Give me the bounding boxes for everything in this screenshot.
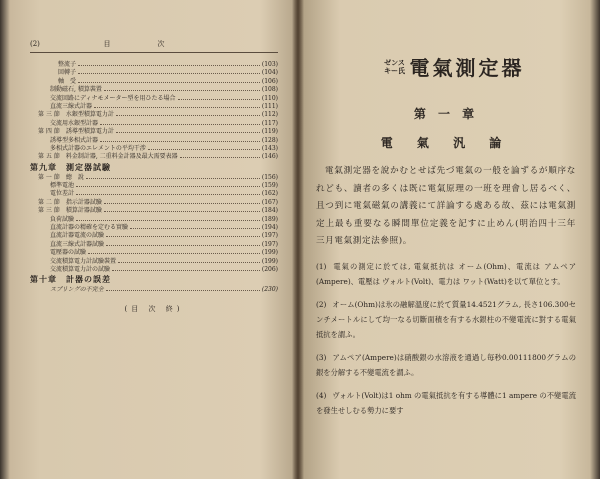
toc-chapter-heading xyxy=(30,275,278,286)
chapter-heading: 第 一 章 xyxy=(413,107,479,121)
toc-entry-title: 第 二 節 指示計器試驗 xyxy=(38,198,102,206)
toc-entry-title: 交流用水銀型計器 xyxy=(50,119,99,127)
toc-entry-title: 第九章 測定器試驗 xyxy=(30,161,111,172)
section-heading: 電 氣 汎 論 xyxy=(380,136,512,150)
definition-paragraph xyxy=(316,259,576,289)
toc-entry xyxy=(30,207,278,215)
toc-leader-dots xyxy=(78,82,260,83)
toc-entry-page: (119) xyxy=(261,128,278,136)
toc-entry-page: (159) xyxy=(261,182,278,190)
toc-entry xyxy=(30,120,278,128)
toc-entry-title: 負荷試驗 xyxy=(50,215,75,223)
toc-entry-page: (197) xyxy=(261,240,278,248)
right-page xyxy=(316,52,576,452)
book-title: 電氣測定器 xyxy=(409,56,525,80)
toc-entry xyxy=(30,86,278,94)
toc-entry-title: 第 三 節 積算計器試驗 xyxy=(38,207,102,215)
toc-entry-title: 第 三 節 水銀型積算電力計 xyxy=(38,111,114,119)
toc-list xyxy=(30,61,278,295)
book-title-block xyxy=(332,52,576,81)
toc-leader-dots xyxy=(104,211,260,212)
toc-entry xyxy=(30,137,278,145)
left-page-header xyxy=(30,40,278,53)
paragraph-number: (2) xyxy=(316,299,327,309)
toc-entry-page: (197) xyxy=(261,232,278,240)
toc-end-mark: (目 次 終) xyxy=(124,304,184,313)
toc-entry-title: 第 五 節 料金制計器, 二重料金計器及最大需要表器 xyxy=(38,153,178,161)
paragraph-text: オーム(Ohm)は氷の融解溫度に於て質量14.4521グラム, 長さ106.300センチメートルにして均一なる切斷面積を有する水銀柱の不變電流に對する電氣抵抗を謂ふ。 xyxy=(316,299,576,339)
toc-leader-dots xyxy=(178,99,260,100)
toc-leader-dots xyxy=(76,194,260,195)
toc-entry-title: 直流計器の精確を定むる實驗 xyxy=(50,224,129,232)
left-page-toc xyxy=(30,40,278,440)
toc-entry-title: 誘導型多相式計器 xyxy=(50,136,99,144)
toc-leader-dots xyxy=(76,186,260,187)
toc-entry-title: 第 一 節 總 說 xyxy=(38,173,84,181)
toc-entry-page: (184) xyxy=(261,207,278,215)
paragraph-text: アムペア(Ampere)は硝酸銀の水溶液を通過し毎秒0.00111800グラムの銀を分解する不變電流を謂ふ。 xyxy=(316,352,576,377)
toc-entry xyxy=(30,190,278,198)
toc-entry-page: (206) xyxy=(261,265,278,273)
toc-entry-page: (106) xyxy=(261,77,278,85)
toc-leader-dots xyxy=(86,178,260,179)
toc-entry-title: 交流回路にディナモメーター型を用ひたる場合 xyxy=(50,94,176,102)
toc-title: 目 次 xyxy=(103,40,185,48)
toc-entry-page: (128) xyxy=(261,136,278,144)
toc-leader-dots xyxy=(130,228,260,229)
toc-entry xyxy=(30,232,278,240)
toc-entry xyxy=(30,111,278,119)
toc-leader-dots xyxy=(104,203,260,204)
toc-leader-dots xyxy=(78,73,260,74)
paragraph-text: 電氣の測定に於ては, 電氣抵抗は オーム(Ohm)、電流は アムペア(Ampere)、電壓は ヴォルト(Volt)、電力は ワット(Watt)を以て單位とす。 xyxy=(316,261,576,286)
toc-entry-title: 交流積算電力計の試驗 xyxy=(50,265,111,273)
toc-entry xyxy=(30,69,278,77)
toc-leader-dots xyxy=(76,220,260,221)
toc-leader-dots xyxy=(106,245,260,246)
toc-entry xyxy=(30,286,278,294)
page-number: (2) xyxy=(30,40,40,48)
author-ruby: ゼンス キー氏 xyxy=(384,57,405,75)
toc-entry-page: (103) xyxy=(261,61,278,68)
toc-entry xyxy=(30,258,278,266)
definition-paragraphs xyxy=(316,259,576,418)
toc-leader-dots xyxy=(118,262,260,263)
toc-entry xyxy=(30,216,278,224)
intro-paragraph: 電氣測定器を說かむとせば先づ電氣の一般を論ずるが順序なれども、讀者の多くは既に電氣原理の一班を理會し居るべく、且つ到に電氣磁氣の講義にて詳論する處ある故、茲には電氣測定上最も重要なる瞬間單位定義を記すに止めん(明治四十三年三月電氣測定法參照)。 xyxy=(316,166,576,246)
toc-entry-title: 制動磁石, 積算裝置 xyxy=(50,86,102,94)
toc-entry-page: (143) xyxy=(261,144,278,152)
paragraph-number: (1) xyxy=(316,261,327,271)
toc-entry-title: 第十章 計器の誤差 xyxy=(30,274,111,285)
toc-entry xyxy=(30,174,278,182)
toc-leader-dots xyxy=(88,253,260,254)
toc-leader-dots xyxy=(100,124,260,125)
toc-entry xyxy=(30,95,278,103)
toc-entry-title: 多相式計器のエレメントの平均干涉 xyxy=(50,144,146,152)
toc-entry-page: (111) xyxy=(261,102,278,110)
paragraph-number: (3) xyxy=(316,352,327,362)
toc-entry-title: スプリングの不完全 xyxy=(50,286,104,294)
toc-entry-page: (108) xyxy=(261,86,278,94)
paragraph-number: (4) xyxy=(316,390,327,400)
toc-leader-dots xyxy=(94,107,260,108)
definition-paragraph xyxy=(316,297,576,342)
toc-entry xyxy=(30,153,278,161)
toc-entry-title: 直流三線式計器 xyxy=(50,102,93,110)
toc-entry-page: (112) xyxy=(261,111,278,119)
toc-entry-title: 直流計器電流の試驗 xyxy=(50,232,105,240)
definition-paragraph xyxy=(316,388,576,418)
toc-entry xyxy=(30,128,278,136)
toc-entry-page: (146) xyxy=(261,153,278,161)
toc-entry-page: (156) xyxy=(261,173,278,181)
toc-chapter-heading xyxy=(30,163,278,174)
toc-entry-title: 標準電池 xyxy=(50,182,75,190)
toc-entry-page: (199) xyxy=(261,257,278,265)
toc-entry-title: 電壓器の試驗 xyxy=(50,249,87,257)
toc-entry-page: (162) xyxy=(261,190,278,198)
toc-entry xyxy=(30,199,278,207)
toc-entry-page: (110) xyxy=(261,94,278,102)
toc-entry-title: 軸 受 xyxy=(58,77,77,85)
toc-entry-title: 電位差計 xyxy=(50,190,75,198)
toc-entry-page: (230) xyxy=(261,286,278,294)
toc-entry-page: (189) xyxy=(261,215,278,223)
toc-leader-dots xyxy=(148,149,260,150)
toc-entry xyxy=(30,249,278,257)
toc-entry-page: (104) xyxy=(261,69,278,77)
paragraph-text: ヴォルト(Volt)は1 ohm の電氣抵抗を有する導體に1 ampere の不變電流を發生せしむる勢力に要す xyxy=(316,390,576,415)
toc-leader-dots xyxy=(112,270,260,271)
toc-leader-dots xyxy=(116,132,260,133)
toc-leader-dots xyxy=(78,65,260,66)
toc-entry-page: (199) xyxy=(261,249,278,257)
toc-leader-dots xyxy=(106,236,260,237)
book-gutter xyxy=(292,0,304,479)
toc-leader-dots xyxy=(104,90,260,91)
toc-entry-page: (117) xyxy=(261,119,278,127)
toc-leader-dots xyxy=(180,157,260,158)
toc-leader-dots xyxy=(106,290,260,291)
toc-entry-title: 回轉子 xyxy=(58,69,77,77)
toc-entry-title: 交流積算電力計試驗裝置 xyxy=(50,257,117,265)
toc-entry-page: (167) xyxy=(261,198,278,206)
toc-entry-page: (194) xyxy=(261,224,278,232)
toc-entry xyxy=(30,241,278,249)
toc-entry-title: 第 四 節 誘導型積算電力計 xyxy=(38,128,114,136)
definition-paragraph xyxy=(316,350,576,380)
toc-entry xyxy=(30,266,278,274)
toc-entry-title: 直流三線式計器試驗 xyxy=(50,240,105,248)
toc-leader-dots xyxy=(116,115,260,116)
toc-entry-title: 整流子 xyxy=(58,61,77,68)
toc-leader-dots xyxy=(100,141,260,142)
toc-entry xyxy=(30,78,278,86)
